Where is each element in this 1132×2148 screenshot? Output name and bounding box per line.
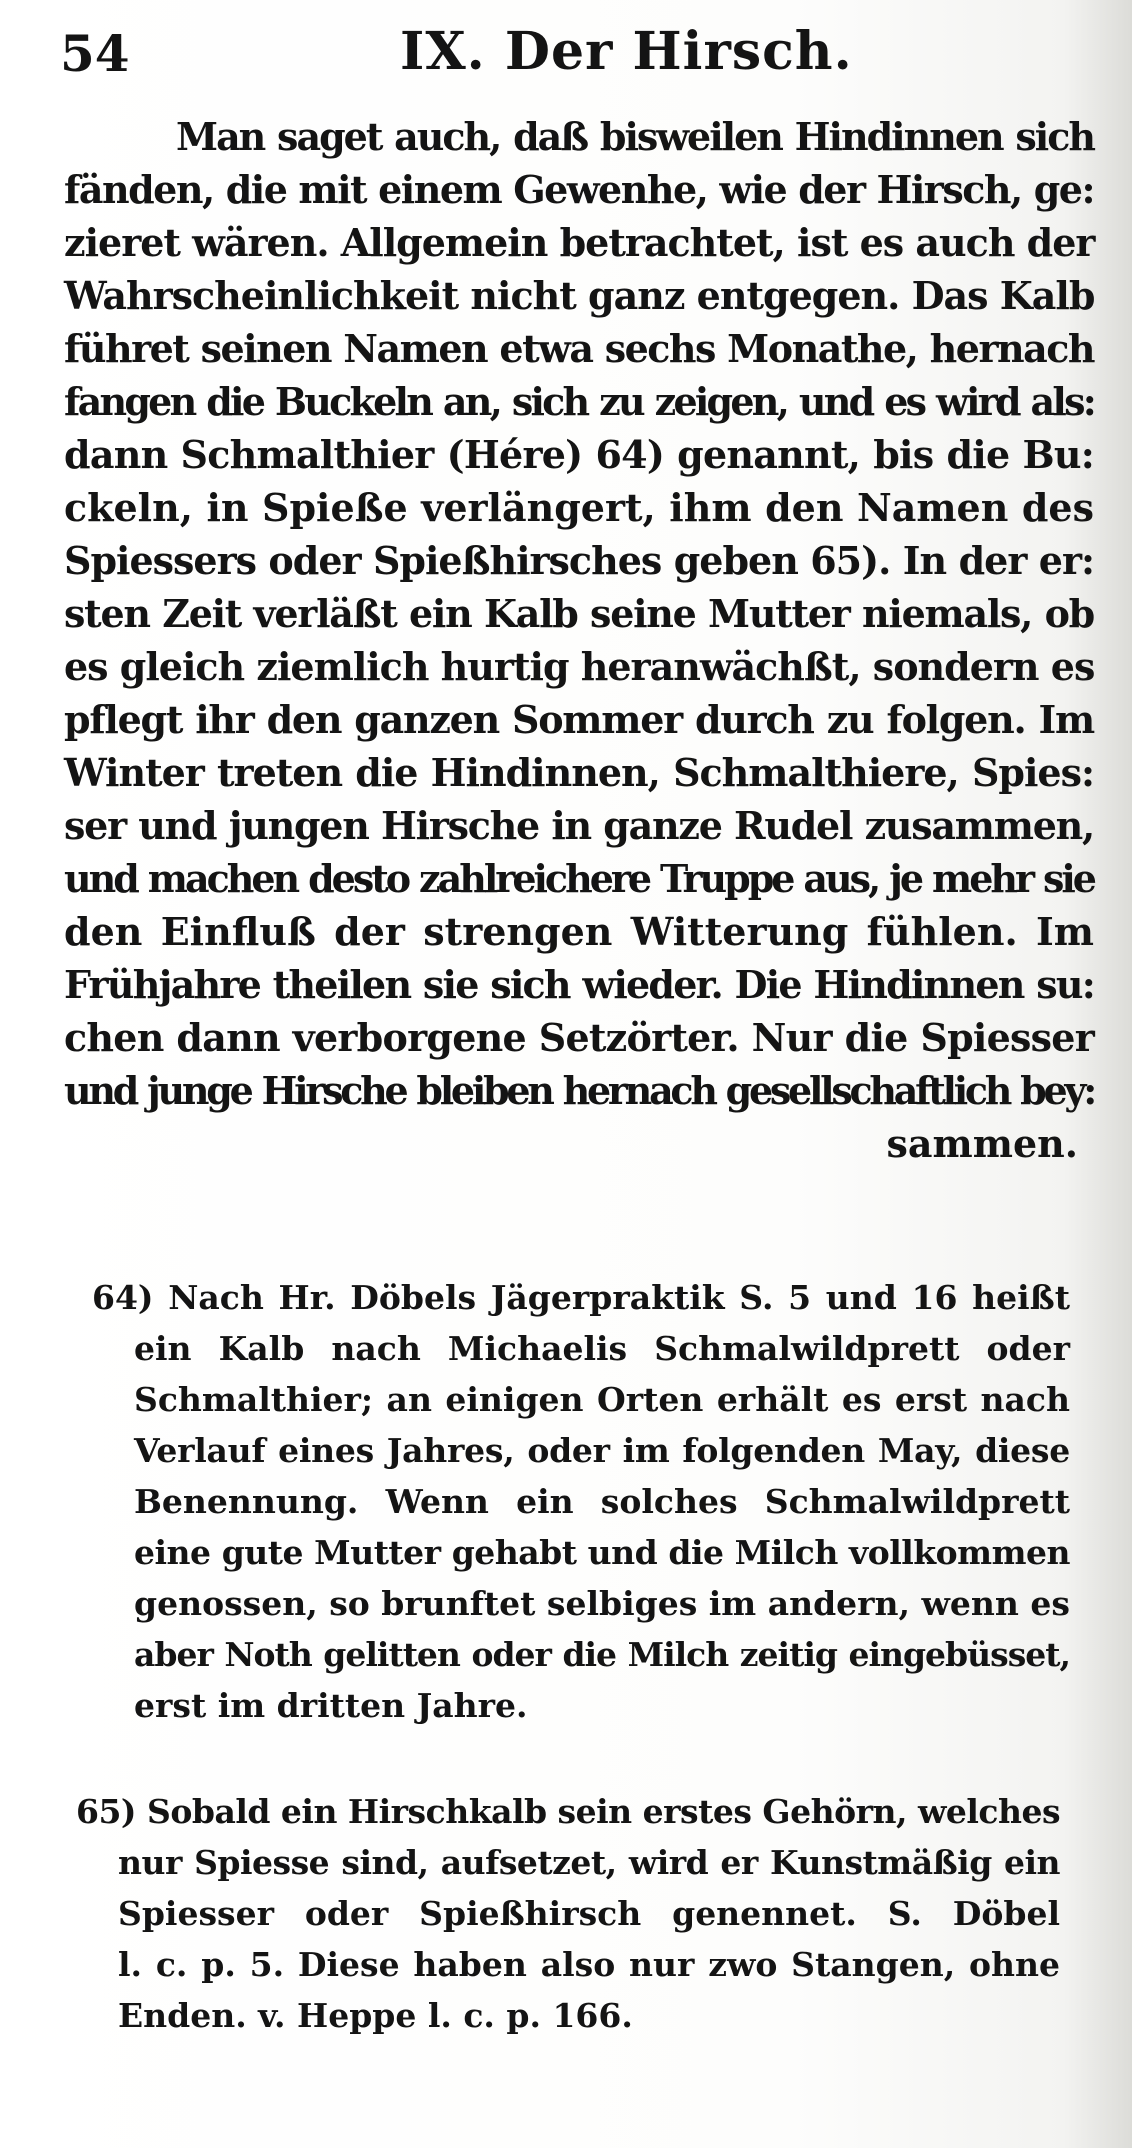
footnote-65	[76, 1786, 1060, 2041]
text-line: und junge Hirsche bleiben hernach gesellschaftlich bey:	[64, 1068, 1094, 1113]
text-line: dann Schmalthier (Hére) 64) genannt, bis die Bu:	[64, 432, 1094, 477]
footnote-line: Enden. v. Heppe l. c. p. 166.	[118, 1996, 633, 2035]
page-number: 54	[60, 24, 130, 83]
text-line: führet seinen Namen etwa sechs Monathe, hernach	[64, 326, 1094, 371]
text-line: zieret wären. Allgemein betrachtet, ist es auch der	[64, 220, 1095, 265]
text-line: es gleich ziemlich hurtig heranwächßt, sondern es	[64, 644, 1095, 689]
footnote-line: genossen, so brunftet selbiges im andern, wenn es	[134, 1584, 1070, 1623]
text-line: pflegt ihr den ganzen Sommer durch zu folgen. Im	[64, 697, 1094, 742]
footnote-line: Schmalthier; an einigen Orten erhält es erst nach	[134, 1380, 1070, 1419]
text-line: Spiessers oder Spießhirsches geben 65). In der er:	[64, 538, 1094, 583]
text-line: Wahrscheinlichkeit nicht ganz entgegen. Das Kalb	[64, 273, 1095, 318]
footnote-line: nur Spiesse sind, aufsetzet, wird er Kunstmäßig ein	[118, 1843, 1060, 1882]
text-line: Man saget auch, daß bisweilen Hindinnen sich	[176, 114, 1094, 159]
footnote-line: Verlauf eines Jahres, oder im folgenden May, diese	[134, 1431, 1070, 1470]
main-text	[64, 110, 1094, 1170]
footnote-64	[92, 1272, 1070, 1731]
footnote-line: 65) Sobald ein Hirschkalb sein erstes Gehörn, welches	[76, 1792, 1061, 1831]
running-head: IX. Der Hirsch.	[400, 21, 853, 82]
footnote-line: Benennung. Wenn ein solches Schmalwildprett	[134, 1482, 1070, 1521]
text-line: und machen desto zahlreichere Truppe aus, je mehr sie	[64, 856, 1094, 901]
text-line: ckeln, in Spieße verlängert, ihm den Namen des	[64, 485, 1094, 530]
text-line: fänden, die mit einem Gewenhe, wie der Hirsch, ge:	[64, 167, 1094, 212]
footnote-line: 64) Nach Hr. Döbels Jägerpraktik S. 5 und 16 heißt	[92, 1278, 1070, 1317]
text-line: ser und jungen Hirsche in ganze Rudel zusammen,	[64, 803, 1094, 848]
footnote-line: aber Noth gelitten oder die Milch zeitig eingebüsset,	[134, 1635, 1070, 1674]
footnote-line: l. c. p. 5. Diese haben also nur zwo Stangen, ohne	[118, 1945, 1060, 1984]
text-line: Winter treten die Hindinnen, Schmalthiere, Spies:	[64, 750, 1094, 795]
footnote-line: eine gute Mutter gehabt und die Milch vollkommen	[134, 1533, 1070, 1572]
text-line: fangen die Buckeln an, sich zu zeigen, und es wird als:	[64, 379, 1094, 424]
text-line: sten Zeit verläßt ein Kalb seine Mutter niemals, ob	[64, 591, 1094, 636]
text-line: Frühjahre theilen sie sich wieder. Die Hindinnen su:	[64, 962, 1094, 1007]
text-line: chen dann verborgene Setzörter. Nur die Spiesser	[64, 1015, 1094, 1060]
text-line: sammen.	[886, 1121, 1078, 1166]
footnote-line: erst im dritten Jahre.	[134, 1686, 528, 1725]
footnote-line: Spiesser oder Spießhirsch genennet. S. Döbel	[118, 1894, 1060, 1933]
page-header	[60, 18, 1060, 88]
text-line: den Einfluß der strengen Witterung fühlen. Im	[64, 909, 1094, 954]
footnote-line: ein Kalb nach Michaelis Schmalwildprett oder	[134, 1329, 1070, 1368]
